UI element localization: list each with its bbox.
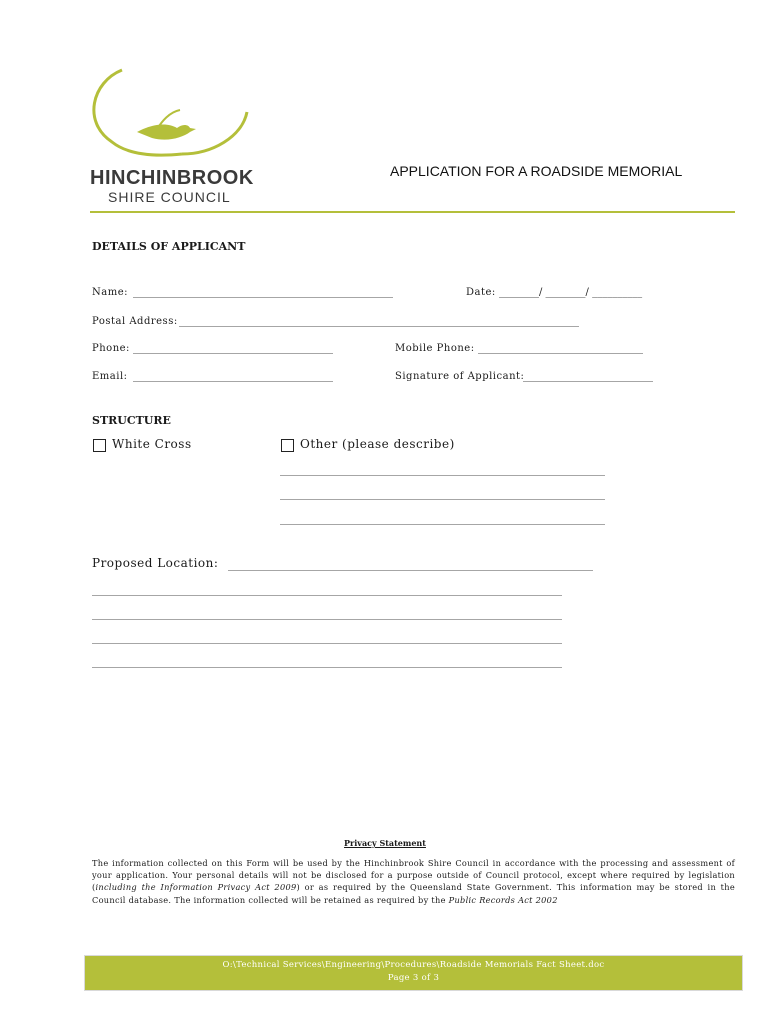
mobile-phone-field[interactable]: _________________________________ [478,343,643,354]
date-label: Date: [466,287,496,298]
other-checkbox[interactable] [281,439,294,452]
email-field[interactable]: ________________________________________ [133,371,333,382]
privacy-statement-title: Privacy Statement [344,838,426,848]
other-description-line-1[interactable]: _________________________________________________________________ [280,465,605,476]
name-label: Name: [92,287,128,298]
section-heading-structure: STRUCTURE [92,414,171,427]
white-cross-label: White Cross [112,437,192,451]
signature-field[interactable]: __________________________ [523,371,653,382]
email-label: Email: [92,371,128,382]
header-divider [90,211,735,213]
proposed-location-field[interactable]: _________________________________________________________________________ [228,560,593,571]
page-title: APPLICATION FOR A ROADSIDE MEMORIAL [390,163,683,179]
other-label: Other (please describe) [300,437,455,451]
proposed-location-label: Proposed Location: [92,556,219,570]
proposed-location-line-5[interactable]: ______________________________________________________________________________________________ [92,657,562,668]
footer-page-number: Page 3 of 3 [387,973,440,983]
proposed-location-line-2[interactable]: ______________________________________________________________________________________________ [92,585,562,596]
section-heading-applicant: DETAILS OF APPLICANT [92,240,246,253]
org-subtitle: SHIRE COUNCIL [108,189,231,205]
signature-label: Signature of Applicant: [395,371,525,382]
white-cross-checkbox[interactable] [93,439,106,452]
privacy-text-italic-1: including the Information Privacy Act 2009 [95,882,297,893]
privacy-text-part-1: The information collected on this Form will be used by the Hinchinbrook Shire Council in accordance with the processing and assessment of your application. Your personal details will not be disclosed for a purpose outside of Council protocol, except where required by legislation ( [92,858,735,893]
postal-address-field[interactable]: ________________________________________________________________________________ [179,316,579,327]
privacy-text-italic-2: Public Records Act 2002 [448,894,558,905]
footer-file-path: O:\Technical Services\Engineering\Procedures\Roadside Memorials Fact Sheet.doc [222,960,605,970]
other-description-line-3[interactable]: _________________________________________________________________ [280,514,605,525]
postal-address-label: Postal Address: [92,316,178,327]
mobile-phone-label: Mobile Phone: [395,343,475,354]
phone-field[interactable]: ________________________________________ [133,343,333,354]
other-description-line-2[interactable]: _________________________________________________________________ [280,489,605,500]
date-field[interactable]: ________/ ________/ __________ [499,287,643,298]
org-name: HINCHINBROOK [90,167,254,189]
name-field[interactable]: ____________________________________________________ [133,287,393,298]
privacy-statement-text [92,857,735,906]
privacy-text-part-2: ) or as required by the Queensland State Government. This information may be stored in the Council database. The information collected will be retained as required by the [92,882,735,905]
proposed-location-line-4[interactable]: ______________________________________________________________________________________________ [92,633,562,644]
proposed-location-line-3[interactable]: ______________________________________________________________________________________________ [92,609,562,620]
phone-label: Phone: [92,343,130,354]
